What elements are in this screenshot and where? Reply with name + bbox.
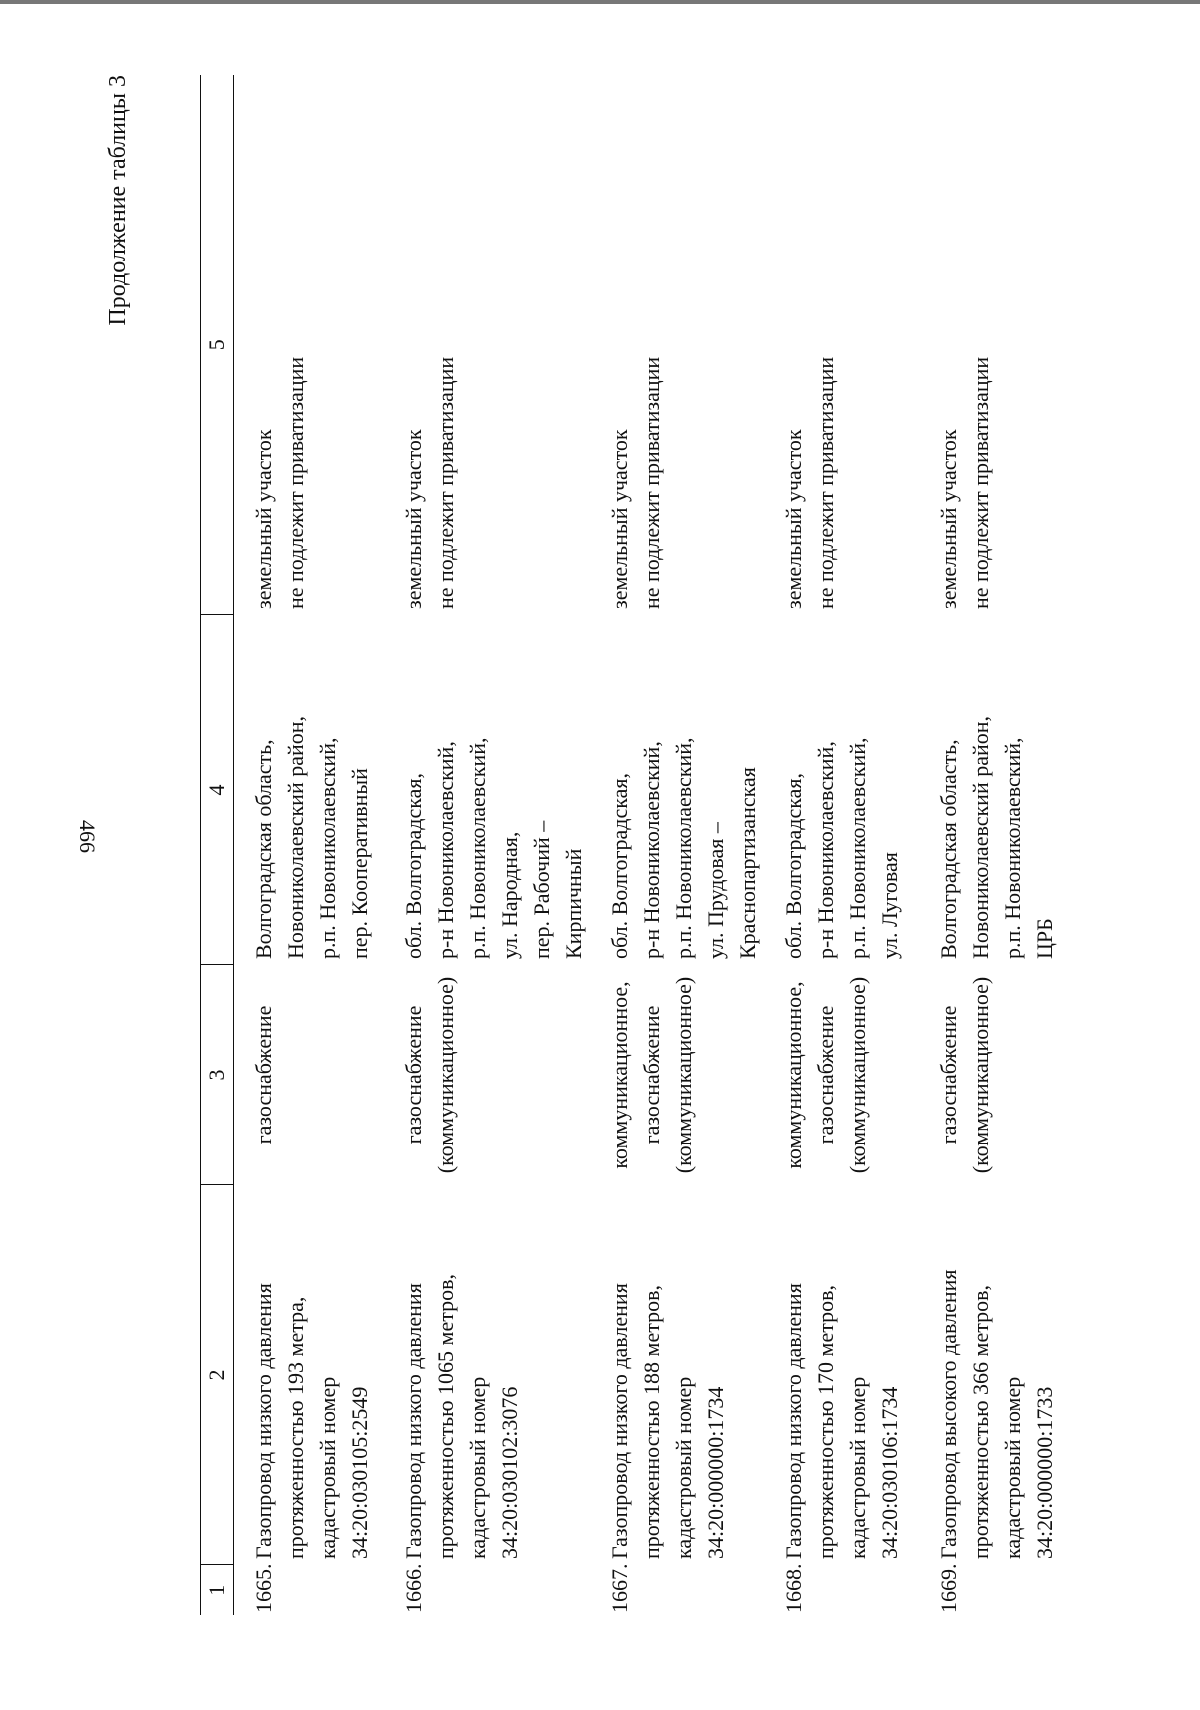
permitted-use-line: коммуникационное,: [606, 981, 632, 1169]
object-address-line: Новониколаевский район,: [283, 715, 308, 959]
permitted-use-line: (коммуникационное): [670, 976, 696, 1174]
permitted-use: [234, 965, 384, 1185]
object-address-line: ул. Луговая: [876, 852, 902, 959]
object-address-line: ЦРБ: [1031, 918, 1057, 959]
column-header-5: 5: [201, 75, 234, 615]
object-address-line: обл. Волгоградская,: [780, 773, 806, 959]
permitted-use-line: коммуникационное,: [780, 981, 806, 1169]
table-continuation-label: Продолжение таблицы 3: [105, 75, 131, 326]
object-description: [384, 1185, 590, 1565]
permitted-use-line: (коммуникационное): [844, 976, 870, 1174]
table-header-row: [201, 75, 234, 1615]
permitted-use: [384, 965, 590, 1185]
object-description: [234, 1185, 384, 1565]
object-description-line: кадастровый номер: [999, 1376, 1025, 1559]
land-note-line: земельный участок: [935, 429, 961, 609]
object-address-line: р-н Новониколаевский,: [432, 741, 458, 959]
object-description-line: Газопровод низкого давления: [606, 1283, 632, 1559]
object-address-line: р.п. Новониколаевский,: [464, 737, 490, 959]
permitted-use-line: (коммуникационное): [432, 976, 458, 1174]
object-address-line: р-н Новониколаевский,: [812, 741, 838, 959]
rotated-page: [105, 75, 1200, 1615]
object-address-line: р.п. Новониколаевский,: [670, 737, 696, 959]
object-address-line: ул. Прудовая –: [702, 822, 728, 959]
land-note-line: не подлежит приватизации: [812, 356, 838, 609]
object-description: [590, 1185, 764, 1565]
object-description-line: Газопровод высокого давления: [935, 1269, 961, 1559]
object-address-line: Новониколаевский район,: [967, 715, 993, 959]
object-description: [919, 1185, 1069, 1565]
land-note-line: земельный участок: [780, 429, 806, 609]
object-description-line: кадастровый номер: [670, 1376, 696, 1559]
land-note: [234, 75, 384, 615]
scan-edge: [0, 0, 1200, 4]
object-address: [234, 615, 384, 965]
object-description-line: кадастровый номер: [464, 1376, 490, 1559]
object-address-line: пер. Кооперативный: [347, 768, 372, 959]
permitted-use: [590, 965, 764, 1185]
object-address-line: ул. Народная,: [496, 831, 522, 959]
row-number: 1665.: [251, 1563, 276, 1613]
table-row: [234, 75, 384, 1615]
object-address-line: р.п. Новониколаевский,: [315, 737, 340, 959]
object-address: [764, 615, 919, 965]
permitted-use-line: газоснабжение: [812, 1005, 838, 1145]
object-address-line: р.п. Новониколаевский,: [999, 737, 1025, 959]
table-row: [764, 75, 919, 1615]
object-description-line: 34:20:030102:3076: [496, 1386, 522, 1559]
permitted-use-line: газоснабжение: [638, 1005, 664, 1145]
permitted-use-line: газоснабжение: [400, 1005, 426, 1145]
object-address-line: Кирпичный: [560, 848, 586, 959]
object-description-line: 34:20:030106:1734: [876, 1386, 902, 1559]
object-description-line: Газопровод низкого давления: [400, 1283, 426, 1559]
permitted-use-line: (коммуникационное): [967, 976, 993, 1174]
permitted-use-line: газоснабжение: [935, 1005, 961, 1145]
object-address-line: Волгоградская область,: [251, 739, 276, 959]
object-address-line: р-н Новониколаевский,: [638, 741, 664, 959]
object-address: [919, 615, 1069, 965]
object-description-line: протяженностью 1065 метров,: [432, 1273, 458, 1559]
permitted-use-line: газоснабжение: [251, 1005, 276, 1145]
object-description-line: 34:20:000000:1734: [702, 1386, 728, 1559]
land-note-line: не подлежит приватизации: [638, 356, 664, 609]
land-note-line: не подлежит приватизации: [432, 356, 458, 609]
column-header-3: 3: [201, 965, 234, 1185]
land-note: [764, 75, 919, 615]
object-address-line: обл. Волгоградская,: [400, 773, 426, 959]
object-address-line: р.п. Новониколаевский,: [844, 737, 870, 959]
column-header-1: 1: [201, 1565, 234, 1615]
land-note-line: земельный участок: [400, 429, 426, 609]
row-number: 1669.: [935, 1563, 961, 1613]
row-number: 1668.: [780, 1563, 806, 1613]
object-description-line: Газопровод низкого давления: [780, 1283, 806, 1559]
table-row: [590, 75, 764, 1615]
row-number: 1667.: [606, 1563, 632, 1613]
land-note: [384, 75, 590, 615]
land-note: [590, 75, 764, 615]
object-description-line: Газопровод низкого давления: [251, 1283, 276, 1559]
object-address: [384, 615, 590, 965]
object-description-line: 34:20:030105:2549: [347, 1386, 372, 1559]
property-table: [200, 75, 1069, 1615]
land-note-line: не подлежит приватизации: [283, 356, 308, 609]
table-row: [384, 75, 590, 1615]
object-description-line: протяженностью 188 метров,: [638, 1284, 664, 1559]
land-note-line: земельный участок: [606, 429, 632, 609]
object-description: [764, 1185, 919, 1565]
land-note: [919, 75, 1069, 615]
object-description-line: 34:20:000000:1733: [1031, 1386, 1057, 1559]
object-address-line: Краснопартизанская: [734, 767, 760, 959]
object-address: [590, 615, 764, 965]
object-address-line: Волгоградская область,: [935, 739, 961, 959]
object-description-line: протяженностью 366 метров,: [967, 1284, 993, 1559]
table-row: [919, 75, 1069, 1615]
object-description-line: кадастровый номер: [844, 1376, 870, 1559]
object-description-line: протяженностью 170 метров,: [812, 1284, 838, 1559]
object-address-line: обл. Волгоградская,: [606, 773, 632, 959]
column-header-4: 4: [201, 615, 234, 965]
object-description-line: протяженностью 193 метра,: [283, 1296, 308, 1559]
table-body: [234, 75, 1069, 1615]
permitted-use: [919, 965, 1069, 1185]
row-number: 1666.: [400, 1563, 426, 1613]
permitted-use: [764, 965, 919, 1185]
object-description-line: кадастровый номер: [315, 1376, 340, 1559]
land-note-line: не подлежит приватизации: [967, 356, 993, 609]
land-note-line: земельный участок: [251, 429, 276, 609]
column-header-2: 2: [201, 1185, 234, 1565]
object-address-line: пер. Рабочий –: [528, 820, 554, 959]
